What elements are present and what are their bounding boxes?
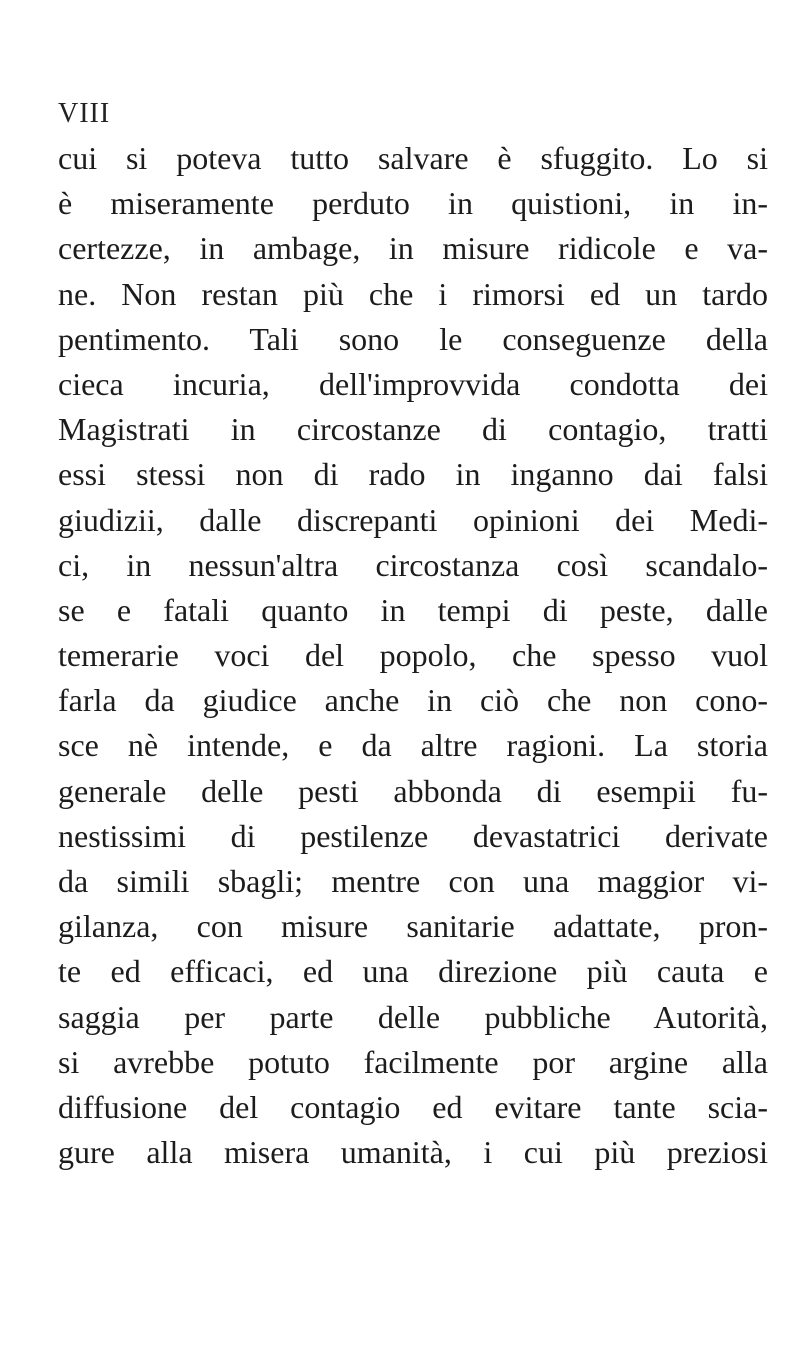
text-line: certezze, in ambage, in misure ridicole e va- [58, 230, 768, 267]
text-line: se e fatali quanto in tempi di peste, dalle [58, 591, 768, 628]
text-line: ne. Non restan più che i rimorsi ed un tardo [58, 275, 768, 312]
text-line: saggia per parte delle pubbliche Autorità, [58, 998, 768, 1035]
text-line: ci, in nessun'altra circostanza così scandalo- [58, 546, 768, 583]
text-line: si avrebbe potuto facilmente por argine alla [58, 1043, 768, 1080]
text-line: è miseramente perduto in quistioni, in in- [58, 185, 768, 222]
text-line: Magistrati in circostanze di contagio, tratti [58, 411, 768, 448]
text-line: generale delle pesti abbonda di esempii fu- [58, 772, 768, 809]
text-line: cieca incuria, dell'improvvida condotta dei [58, 365, 768, 402]
text-line: diffusione del contagio ed evitare tante scia- [58, 1088, 768, 1125]
body-text [58, 136, 768, 1175]
text-line: te ed efficaci, ed una direzione più cauta e [58, 953, 768, 990]
text-line: cui si poteva tutto salvare è sfuggito. Lo si [58, 140, 768, 176]
text-line: sce nè intende, e da altre ragioni. La storia [58, 727, 768, 764]
text-line: giudizii, dalle discrepanti opinioni dei Medi- [58, 501, 768, 538]
text-line: da simili sbagli; mentre con una maggior vi- [58, 863, 768, 899]
text-line: pentimento. Tali sono le conseguenze della [58, 320, 768, 357]
text-line: nestissimi di pestilenze devastatrici derivate [58, 817, 768, 854]
text-line: farla da giudice anche in ciò che non cono- [58, 682, 768, 719]
text-line: temerarie voci del popolo, che spesso vuol [58, 637, 768, 674]
text-line: essi stessi non di rado in inganno dai falsi [58, 456, 768, 493]
page-number: VIII [58, 98, 111, 129]
text-line: gure alla misera umanità, i cui più preziosi [58, 1134, 768, 1171]
text-line: gilanza, con misure sanitarie adattate, pron- [58, 908, 768, 945]
